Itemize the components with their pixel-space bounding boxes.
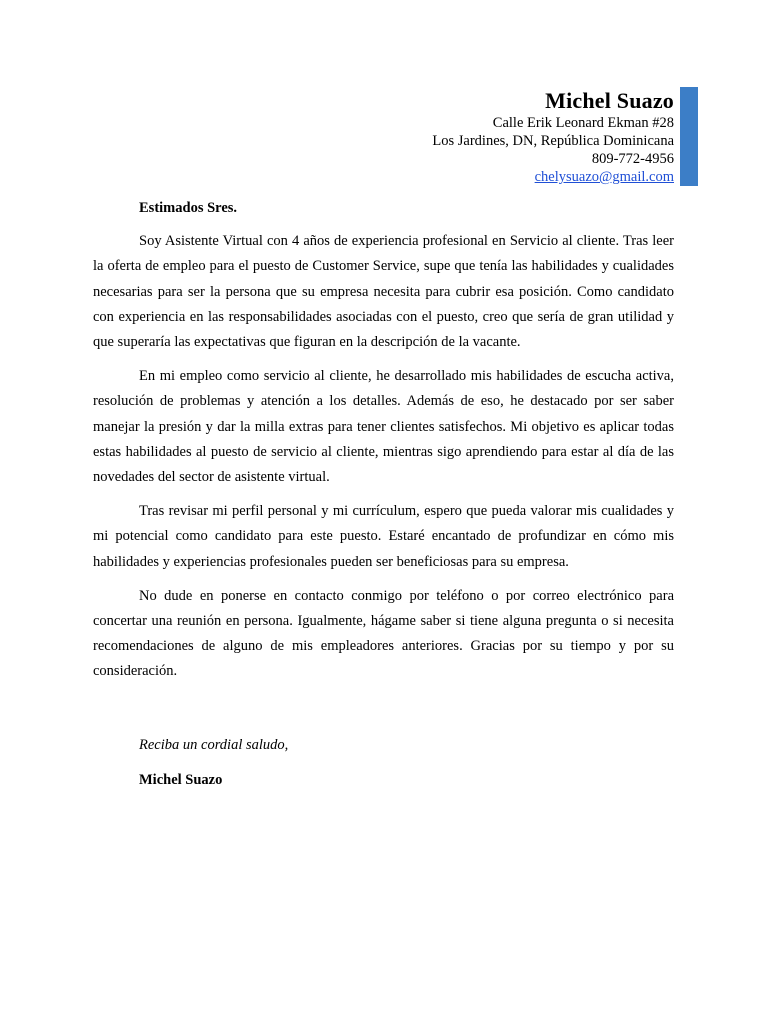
address-line-1: Calle Erik Leonard Ekman #28 <box>492 115 674 131</box>
address-line-2: Los Jardines, DN, República Dominicana <box>432 133 674 149</box>
sender-name: Michel Suazo <box>545 88 674 113</box>
email-link[interactable]: chelysuazo@gmail.com <box>534 169 674 185</box>
letter-body <box>93 196 674 793</box>
signature-name: Michel Suazo <box>139 771 223 788</box>
paragraph-3: Tras revisar mi perfil personal y mi currículum, espero que pueda valorar mis cualidades y mi potencial como candidato para este puesto. Estaré encantado de profundizar en cómo mis habilidades y experiencias profesionales pueden ser beneficiosas para su empresa. <box>93 503 674 570</box>
phone-number: 809-772-4956 <box>591 151 674 167</box>
closing-line: Reciba un cordial saludo, <box>139 736 289 753</box>
paragraph-4: No dude en ponerse en contacto conmigo por teléfono o por correo electrónico para concertar una reunión en persona. Igualmente, hágame saber si tiene alguna pregunta o si necesita recomendaciones de alguno de mis empleadores anteriores. Gracias por su tiempo y por su consideración. <box>93 587 674 680</box>
header-accent-bar <box>680 87 698 186</box>
letter-header <box>432 88 674 186</box>
paragraph-1: Soy Asistente Virtual con 4 años de experiencia profesional en Servicio al cliente. Tras leer la oferta de empleo para el puesto de Customer Service, supe que tenía las habilidades y cualidades necesarias para ser la persona que su empresa necesita para cubrir esa posición. Como candidato con experiencia en las responsabilidades asociadas con el puesto, creo que sería de gran utilidad y que superaría las expectativas que figuran en la descripción de la vacante. <box>93 233 674 351</box>
paragraph-2: En mi empleo como servicio al cliente, he desarrollado mis habilidades de escucha activa, resolución de problemas y atención a los detalles. Además de eso, he destacado por ser saber manejar la presión y dar la milla extras para tener clientes satisfechos. Mi objetivo es aplicar todas estas habilidades al puesto de servicio al cliente, mientras sigo aprendiendo para estar al día de las novedades del sector de asistente virtual. <box>93 368 674 486</box>
salutation: Estimados Sres. <box>139 200 238 216</box>
